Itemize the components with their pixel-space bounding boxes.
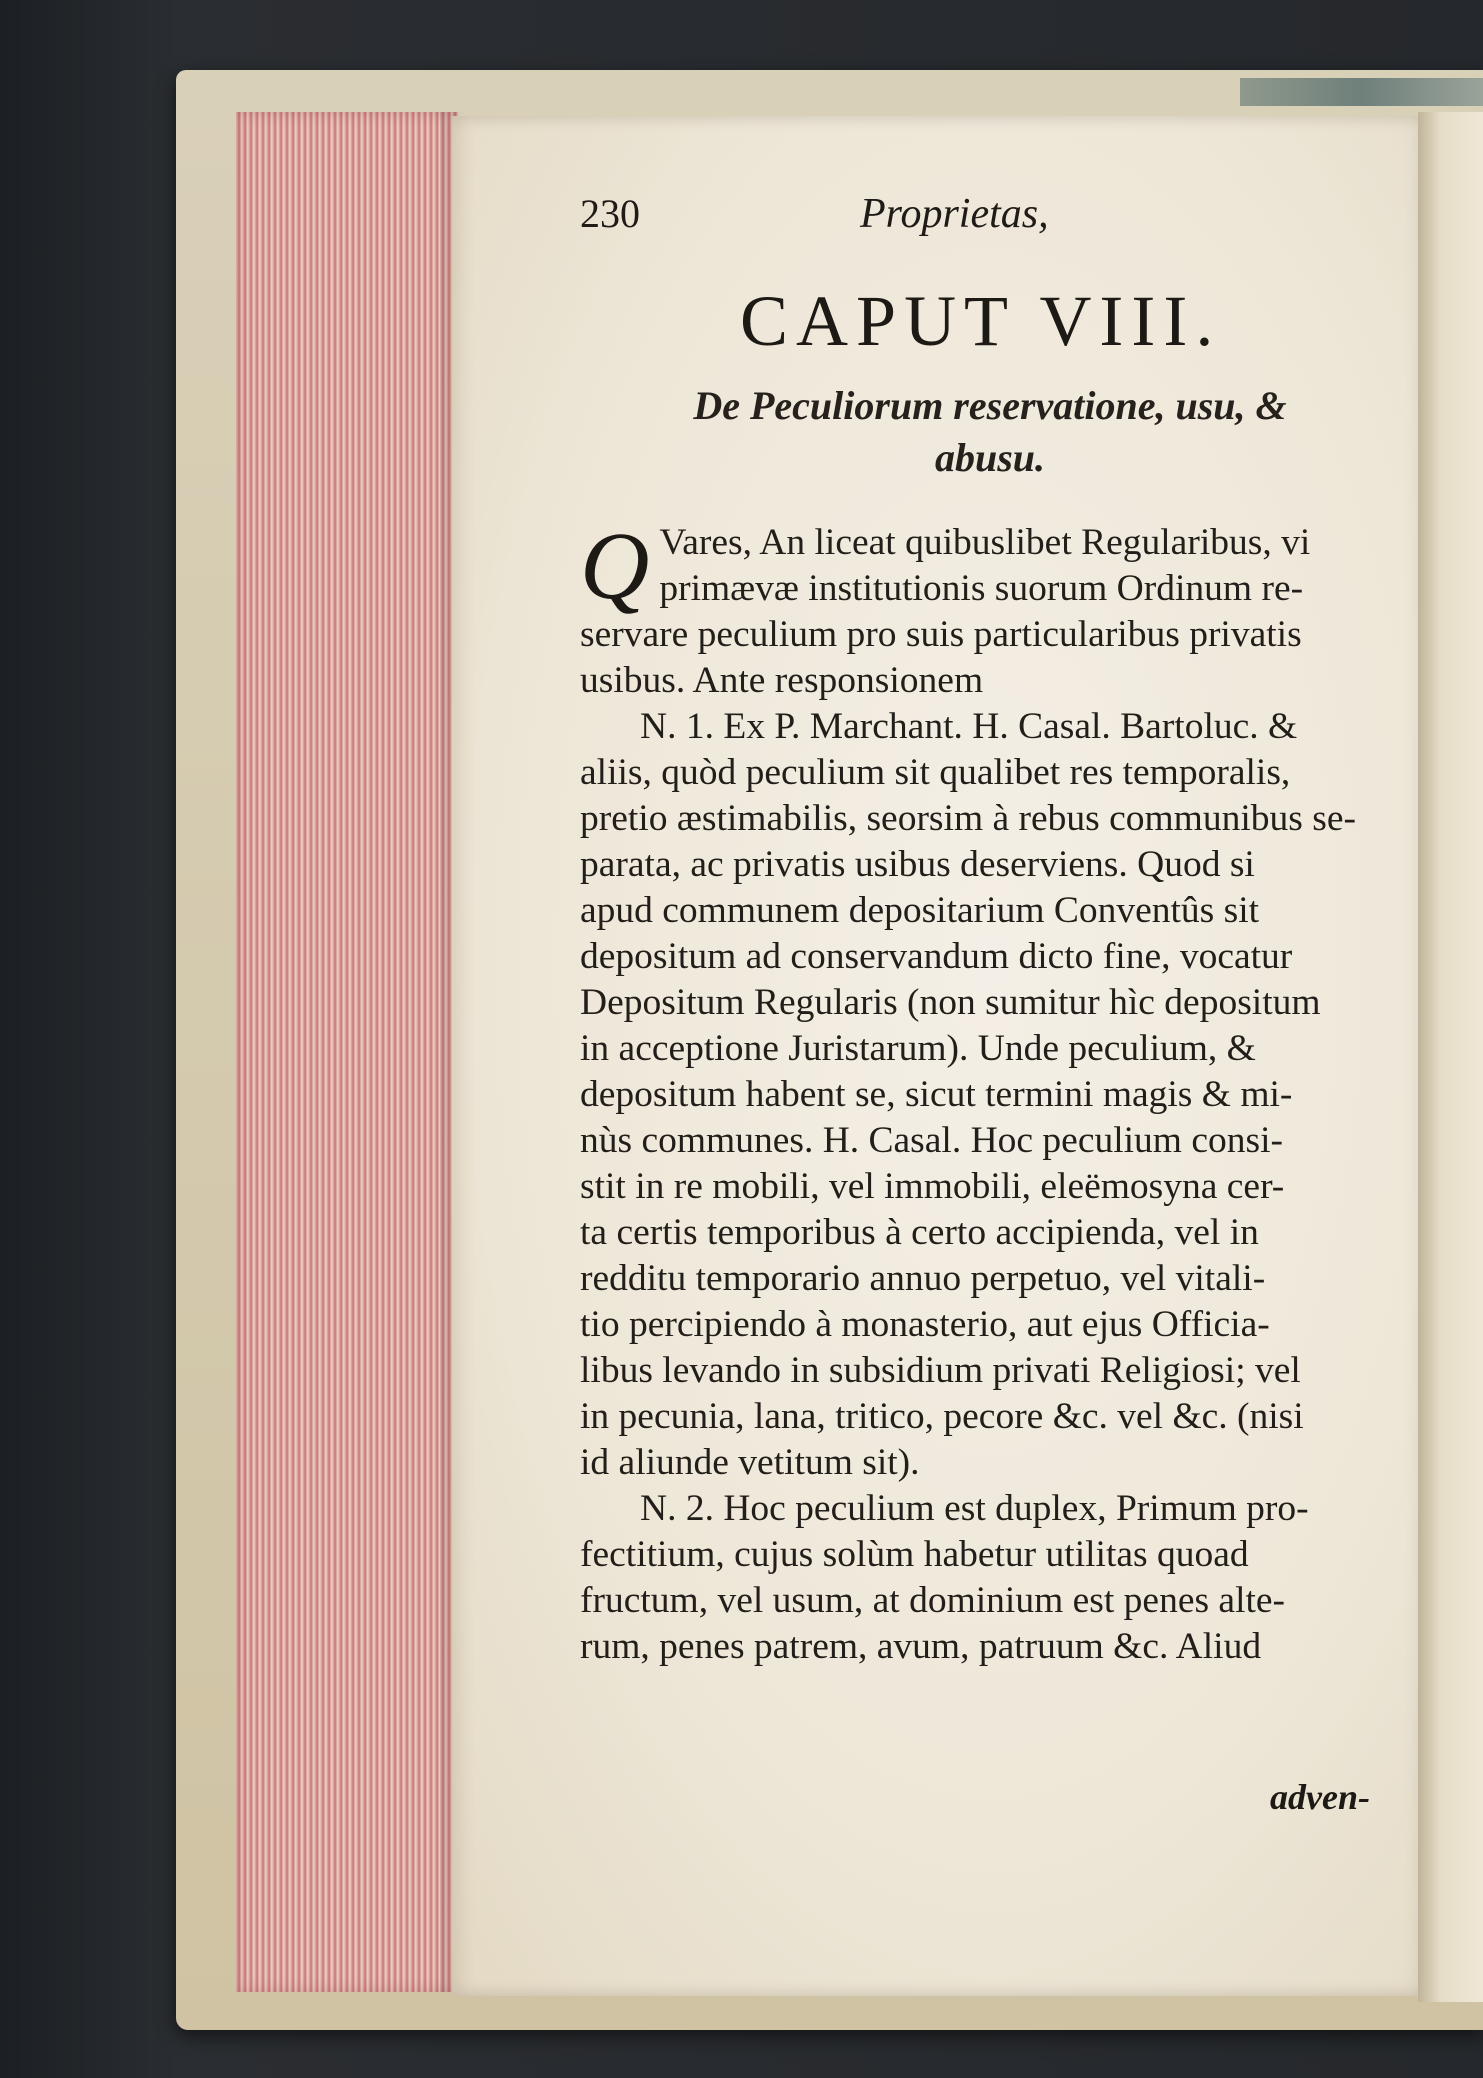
- text-line: id aliunde vetitum sit).: [580, 1442, 920, 1483]
- paragraph-2: [580, 704, 1400, 1486]
- catchword: adven-: [1270, 1777, 1370, 1817]
- chapter-title: CAPUT VIII.: [740, 281, 1222, 361]
- text-line: usibus. Ante responsionem: [580, 660, 984, 701]
- text-line: N. 1. Ex P. Marchant. H. Casal. Bartoluc. &: [640, 706, 1298, 747]
- text-line: servare peculium pro suis particularibus privatis: [580, 614, 1302, 655]
- text-line: aliis, quòd peculium sit qualibet res temporalis,: [580, 752, 1291, 793]
- text-line: pretio æstimabilis, seorsim à rebus communibus se-: [580, 798, 1356, 839]
- cover-edge-strip: [1240, 78, 1483, 106]
- page-edges: [236, 112, 458, 1992]
- text-line: depositum ad conservandum dicto fine, vocatur: [580, 936, 1293, 977]
- text-line: in pecunia, lana, tritico, pecore &c. vel &c. (nisi: [580, 1396, 1304, 1437]
- text-line: N. 2. Hoc peculium est duplex, Primum pro-: [640, 1488, 1309, 1529]
- running-title: Proprietas,: [860, 191, 1049, 237]
- text-line: fructum, vel usum, at dominium est penes alte-: [580, 1580, 1286, 1621]
- text-line: ta certis temporibus à certo accipienda, vel in: [580, 1212, 1259, 1253]
- subtitle-line: abusu.: [934, 435, 1046, 480]
- text-body: [580, 512, 1400, 1670]
- paragraph-3: [580, 1486, 1400, 1670]
- paragraph-1: [580, 512, 1400, 704]
- text-line: depositum habent se, sicut termini magis & mi-: [580, 1074, 1293, 1115]
- text-line: libus levando in subsidium privati Religiosi; vel: [580, 1350, 1301, 1391]
- subtitle-line: De Peculiorum reservatione, usu, &: [693, 383, 1287, 428]
- text-line: Vares, An liceat quibuslibet Regularibus, vi: [659, 522, 1311, 563]
- page-number: 230: [580, 191, 640, 236]
- text-line: tio percipiendo à monasterio, aut ejus Officia-: [580, 1304, 1270, 1345]
- book-gutter: [1418, 112, 1483, 2002]
- text-line: parata, ac privatis usibus deserviens. Quod si: [580, 844, 1255, 885]
- page-header: [580, 190, 1380, 238]
- text-line: Depositum Regularis (non sumitur hìc depositum: [580, 982, 1321, 1023]
- text-line: apud communem depositarium Conventûs sit: [580, 890, 1260, 931]
- text-line: primævæ institutionis suorum Ordinum re-: [659, 568, 1304, 609]
- text-line: nùs communes. H. Casal. Hoc peculium consi-: [580, 1120, 1283, 1161]
- text-line: in acceptione Juristarum). Unde peculium, &: [580, 1028, 1256, 1069]
- drop-capital: Q: [580, 512, 650, 619]
- text-line: stit in re mobili, vel immobili, eleëmosyna cer-: [580, 1166, 1285, 1207]
- text-line: fectitium, cujus solùm habetur utilitas quoad: [580, 1534, 1249, 1575]
- chapter-subtitle: [640, 380, 1340, 484]
- text-line: rum, penes patrem, avum, patruum &c. Aliud: [580, 1626, 1262, 1667]
- text-line: redditu temporario annuo perpetuo, vel vitali-: [580, 1258, 1266, 1299]
